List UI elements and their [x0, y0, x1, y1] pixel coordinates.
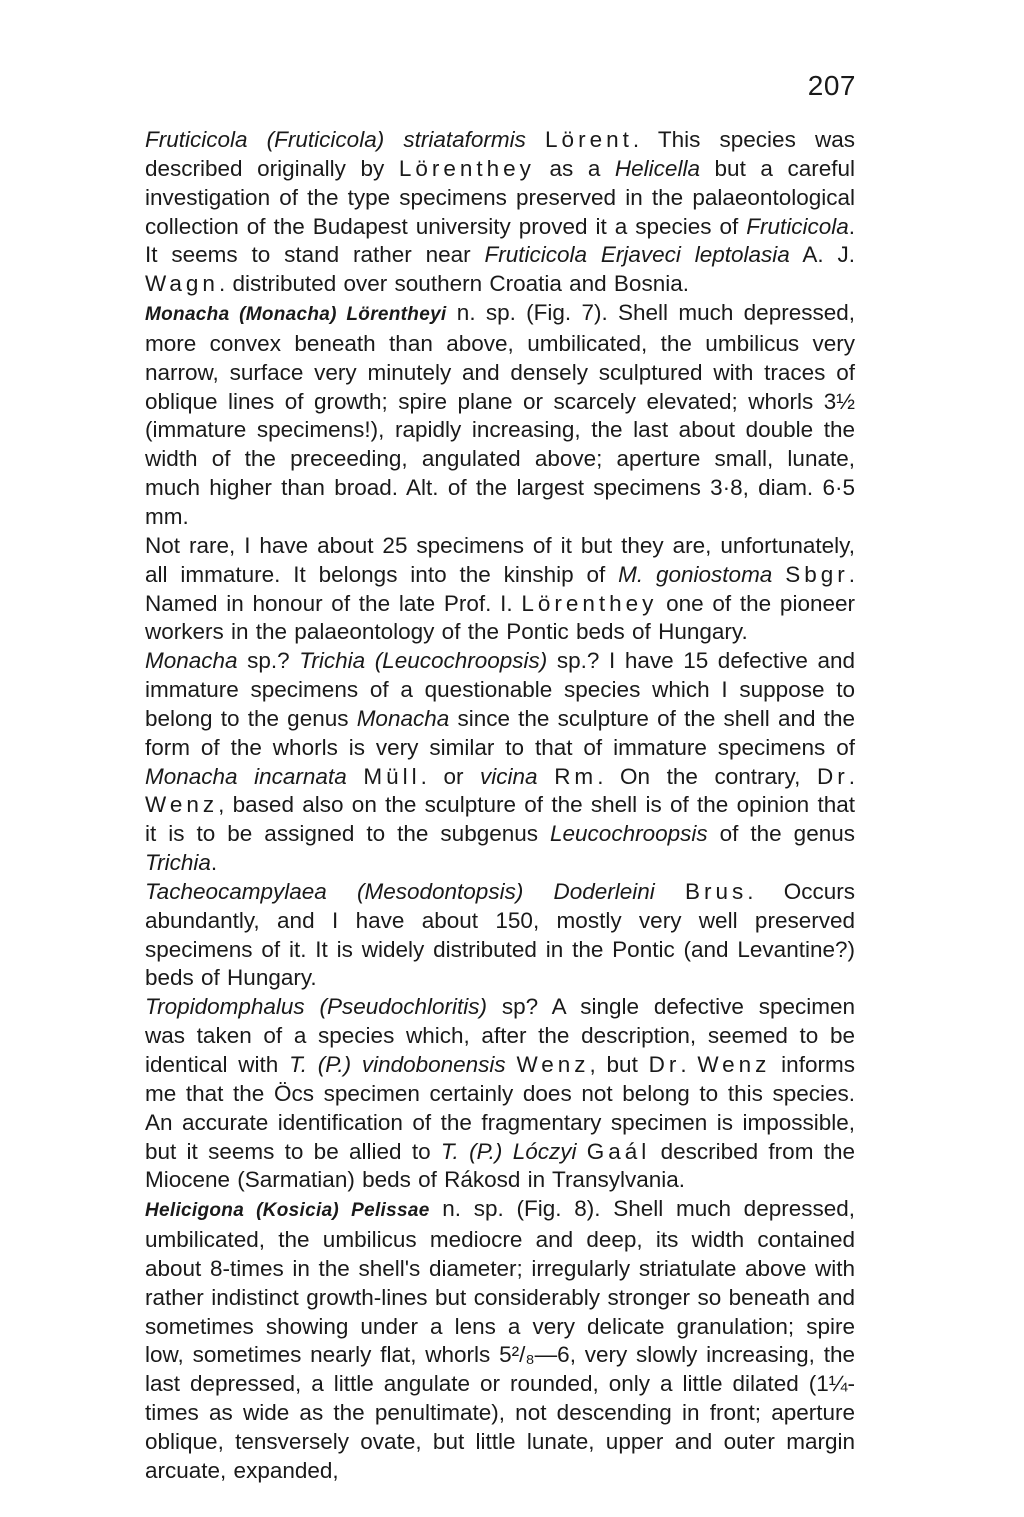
paragraph-tropidomphalus — [145, 993, 855, 1195]
author-name: Lörent — [545, 127, 633, 152]
taxon-name: Monacha — [145, 648, 238, 674]
text-run: . Named in honour of the late Prof. I. — [145, 561, 855, 616]
text-run: but a careful investigation of the type specimens preserved in the palaeontological collection of the Budapest university proved it a species of — [145, 155, 856, 239]
taxon-name: Monacha incarnata — [145, 763, 347, 789]
text-run: one of the pioneer workers in the palaeontology of the Pontic beds of Hungary. — [145, 590, 855, 645]
text-run: n. sp. (Fig. 7). Shell much depressed, more convex beneath than above, umbilicated, the umbilicus very narrow, surface very minutely and densely sculptured with traces of oblique lines of growth; spire plane or scarcely elevated; whorls 3½ (immature specimens!), rapidly increasing, the last about double the width of the preceeding, angulated above; aperture small, lunate, much higher than broad. Alt. of the largest specimens 3·8, diam. 6·5 mm. — [145, 300, 855, 529]
text-run: . distributed over southern Croatia and Bosnia. — [218, 271, 689, 297]
taxon-name: vicina — [480, 763, 538, 789]
paragraph-tacheocampylaea — [145, 878, 855, 993]
text-run: . On the contrary, — [597, 763, 817, 789]
text-run: sp.? — [237, 648, 300, 674]
taxon-name: Trichia — [145, 850, 211, 876]
text-run — [772, 562, 785, 587]
author-name: Lörenthey — [398, 155, 535, 181]
text-run: informs me that the Öcs specimen certainly does not belong to this species. An accurate identification of the fragmentary specimen is impossible, but it seems to be allied to — [145, 1052, 855, 1164]
text-run — [655, 879, 685, 904]
text-run: . or — [420, 763, 481, 789]
text-run: A. J. — [789, 242, 855, 268]
species-heading: Helicigona (Kosicia) Pelissae — [145, 1200, 430, 1222]
taxon-name: T. (P.) vindobonensis — [289, 1052, 506, 1077]
text-run: . — [680, 1052, 698, 1077]
author-name: Brus — [685, 878, 748, 904]
paragraph-monacha-lorentheyi — [145, 299, 855, 532]
author-name: Lörenthey — [521, 590, 658, 616]
author-name: Dr — [648, 1052, 681, 1077]
text-run — [506, 1052, 517, 1077]
text-run: n. sp. (Fig. 8). Shell much depressed, umbilicated, the umbilicus mediocre and deep, its width contained about 8-times in the shell's diameter; irregularly striatulate above with rather indistinct growth-lines but considerably stronger so beneath and sometimes showing under a lens a very delicate granulation; spire low, sometimes nearly flat, whorls 5²/₈—6, very slowly increasing, the last depressed, a little angulate or rounded, only a little dilated (1¼-times as wide as the penultimate), not descending in front; aperture oblique, tensversely ovate, but little lunate, upper and outer margin arcuate, expanded, — [145, 1196, 856, 1483]
author-name: Wagn — [145, 271, 219, 297]
taxon-name: Tropidomphalus (Pseudochloritis) — [145, 994, 488, 1020]
author-name: Rm — [554, 763, 598, 789]
author-name: Wenz — [145, 792, 219, 818]
text-run: since the sculpture of the shell and the form of the whorls is very similar to that of immature specimens of — [145, 705, 856, 760]
text-run: as a — [534, 155, 615, 181]
text-run: of the genus — [707, 821, 855, 847]
text-run: described from the Miocene (Sarmatian) beds of Rákosd in Transylvania. — [145, 1138, 855, 1193]
taxon-name: Fruticicola Erjaveci leptolasia — [484, 242, 790, 268]
text-run — [526, 127, 545, 152]
paragraph-helicigona-pelissae — [145, 1195, 855, 1485]
text-run: , but — [589, 1052, 649, 1077]
author-name: Dr — [816, 763, 849, 789]
taxon-name: T. (P.) Lóczyi — [440, 1138, 577, 1164]
taxon-name: Leucochroopsis — [550, 821, 708, 847]
paragraph-monacha-trichia — [145, 647, 855, 878]
author-name: Wenz — [516, 1052, 590, 1077]
taxon-name: Fruticicola — [746, 213, 849, 239]
text-run — [347, 764, 364, 789]
text-run: . — [210, 850, 218, 876]
taxon-name: M. goniostoma — [618, 561, 773, 587]
text-run — [576, 1139, 586, 1164]
author-name: Wenz — [697, 1052, 771, 1077]
paragraph-striataformis — [145, 126, 855, 299]
text-run: . — [848, 763, 855, 789]
paragraph-monacha-remarks — [145, 532, 855, 647]
taxon-name: Helicella — [614, 155, 700, 181]
author-name: Sbgr — [785, 561, 849, 587]
text-run: sp? A single defective specimen was taken of a species which, after the description, seemed to be identical with — [145, 994, 855, 1077]
species-heading: Monacha (Monacha) Lörentheyi — [145, 304, 447, 326]
page-number: 207 — [807, 70, 856, 101]
body-text — [145, 126, 855, 1486]
author-name: Müll — [363, 763, 421, 789]
taxon-name: Tacheocampylaea (Mesodontopsis) Doderleini — [145, 878, 655, 904]
text-run: . Occurs abundantly, and I have about 150, mostly very well preserved specimens of it. It is widely distributed in the Pontic (and Levantine?) beds of Hungary. — [145, 878, 855, 991]
text-run — [538, 764, 555, 789]
taxon-name: Monacha — [356, 705, 450, 731]
text-run: Not rare, I have about 25 specimens of it but they are, unfortunately, all immature. It belongs into the kinship of — [145, 532, 855, 587]
author-name: Gaál — [586, 1138, 651, 1164]
text-run: . This species was described originally by — [145, 127, 855, 181]
text-run: . It seems to stand rather near — [145, 213, 855, 268]
text-run: , based also on the sculpture of the shell is of the opinion that it is to be assigned to the subgenus — [145, 792, 855, 847]
text-run: sp.? I have 15 defective and immature specimens of a questionable species which I suppose to belong to the genus — [145, 648, 855, 731]
taxon-name: Trichia (Leucochroopsis) — [299, 648, 548, 674]
taxon-name: Fruticicola (Fruticicola) striataformis — [145, 127, 526, 152]
